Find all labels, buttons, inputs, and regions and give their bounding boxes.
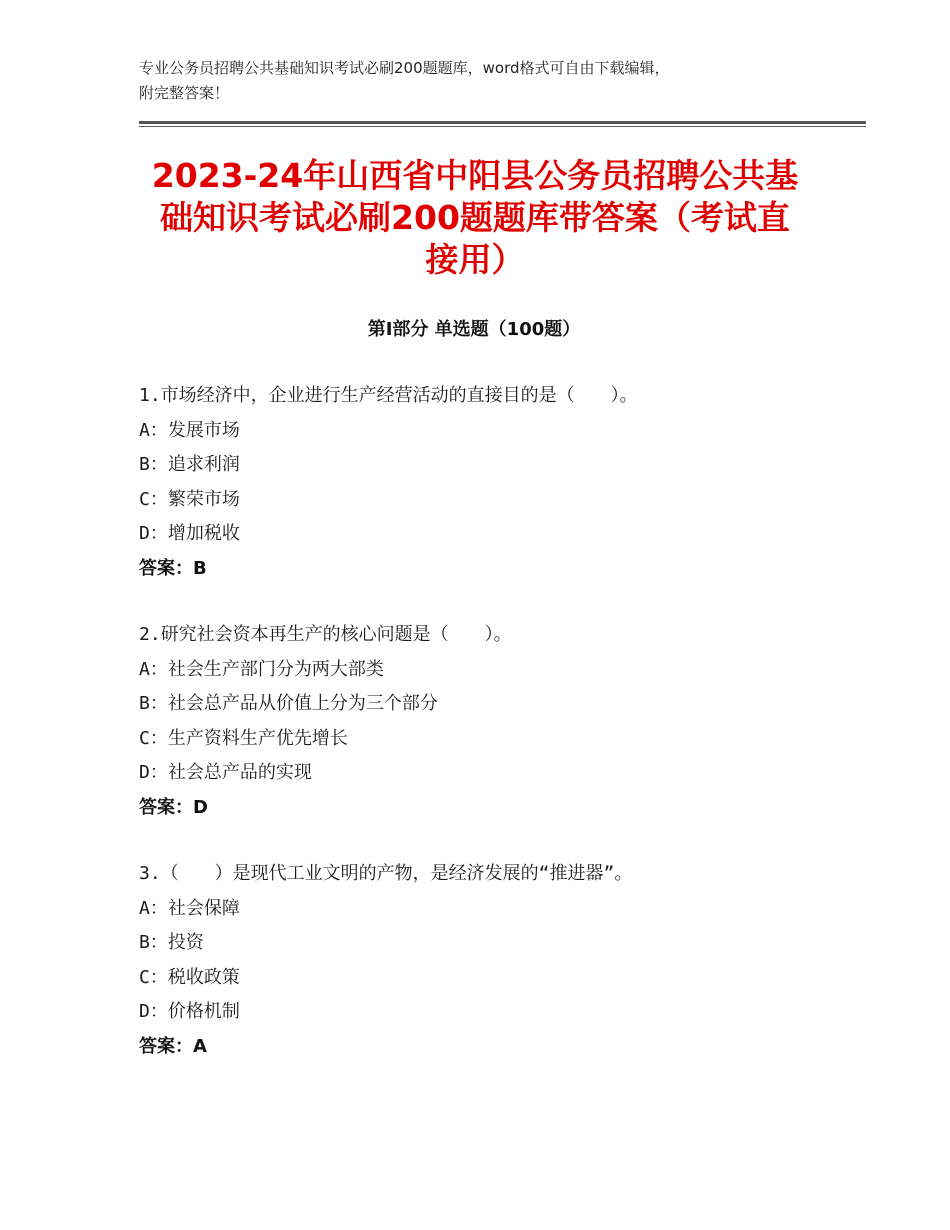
option-d: D：社会总产品的实现 [139,762,312,783]
option-c: C：生产资料生产优先增长 [139,727,348,749]
option-a: A：社会生产部门分为两大部类 [139,658,384,680]
document-title [110,155,840,281]
question-3 [139,857,839,1064]
header-divider-thin [139,126,866,127]
question-stem: 3.（ ）是现代工业文明的产物，是经济发展的“推进器”。 [139,863,633,884]
question-1 [139,379,839,586]
answer: 答案：B [139,557,207,579]
header-divider-thick [139,121,866,124]
header-note-line-2: 附完整答案！ [139,84,230,102]
question-stem: 2.研究社会资本再生产的核心问题是（ ）。 [139,624,512,645]
option-c: C：繁荣市场 [139,488,240,510]
option-d: D：价格机制 [139,1001,240,1022]
option-b: B：投资 [139,932,204,953]
answer: 答案：A [139,1035,207,1057]
section-title: 第Ⅰ部分 单选题（100题） [367,319,581,340]
header-note [139,56,839,106]
option-b: B：追求利润 [139,454,240,475]
document-title-line-1: 2023-24年山西省中阳县公务员招聘公共基 [151,156,799,195]
option-d: D：增加税收 [139,523,240,544]
option-c: C：税收政策 [139,966,240,988]
document-title-line-2: 础知识考试必刷200题题库带答案（考试直 [160,198,790,237]
document-title-line-3: 接用） [425,240,525,279]
question-stem: 1.市场经济中，企业进行生产经营活动的直接目的是（ ）。 [139,385,638,406]
option-a: A：发展市场 [139,419,240,441]
answer: 答案：D [139,796,208,818]
option-b: B：社会总产品从价值上分为三个部分 [139,693,438,714]
header-note-line-1: 专业公务员招聘公共基础知识考试必刷200题题库，word格式可自由下载编辑， [139,59,670,77]
question-2 [139,618,839,825]
option-a: A：社会保障 [139,897,240,919]
